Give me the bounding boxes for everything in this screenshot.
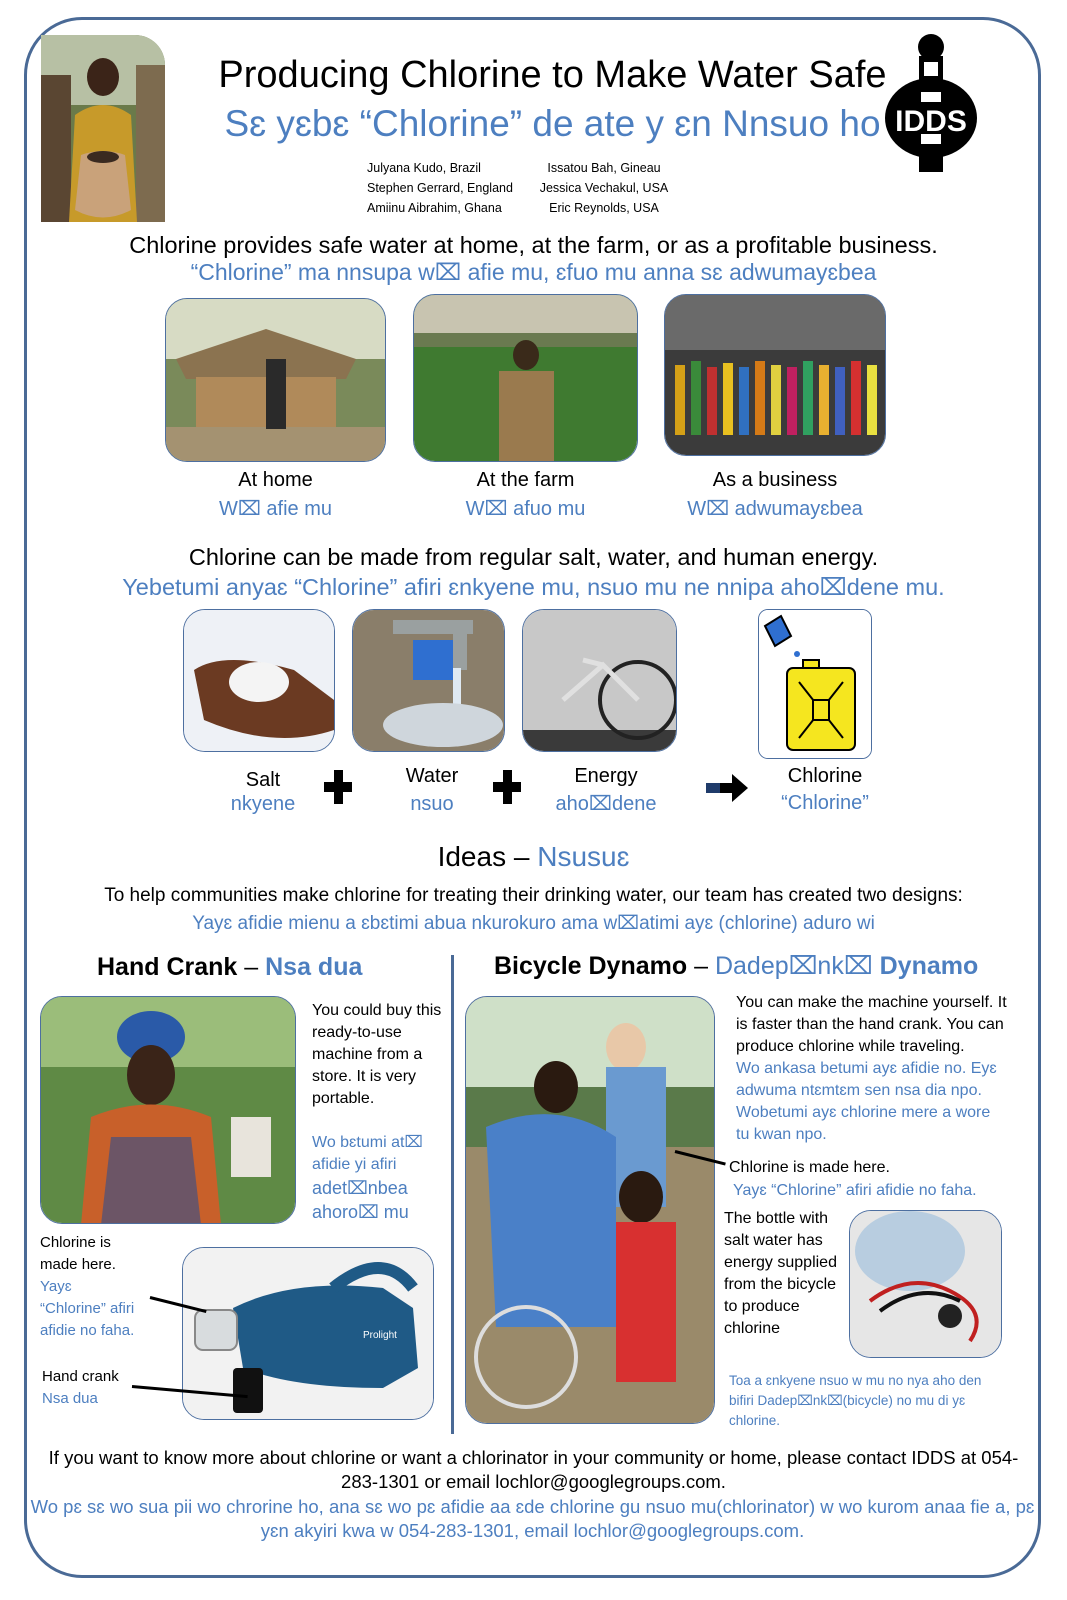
authors-right (536, 158, 672, 218)
salt-hand-image (184, 610, 335, 752)
arrow-right-icon (706, 774, 748, 802)
hand-crank-heading (97, 952, 362, 982)
bicycle-heading-tw-b: Dynamo (879, 952, 979, 980)
woman-with-pot-photo (41, 35, 165, 222)
author-1: Julyana Kudo, Brazil (367, 161, 481, 175)
idds-logo (883, 34, 979, 180)
bicycle-desc-en: You can make the machine yourself. It is faster than the hand crank. You can produce chlorine while traveling. (736, 994, 1007, 1055)
heading-dash: – (244, 953, 259, 981)
bicycle-people-image (466, 997, 715, 1424)
hand-crank-heading-en: Hand Crank (97, 953, 238, 981)
plus-icon (493, 770, 521, 804)
photo-at-home (165, 298, 386, 462)
photo-at-farm (413, 294, 638, 462)
ideas-heading-en: Ideas – (437, 841, 530, 872)
shop-bottles-image (665, 295, 886, 456)
jerrycan-icon (759, 610, 872, 759)
hand-crank-label-en: Hand crank (42, 1368, 119, 1385)
intro-twi: “Chlorine” ma nnsupa w⌧ afie mu, ɛfuo mu anna sɛ adwumayɛbea (190, 259, 877, 285)
bottle-circuit-image (850, 1211, 1002, 1358)
bicycle-heading-en: Bicycle Dynamo (494, 952, 688, 980)
photo-salt (183, 609, 335, 752)
photo-bottle-circuit (849, 1210, 1002, 1358)
hand-crank-label-tw: Nsa dua (42, 1390, 98, 1407)
ideas-text-english: To help communities make chlorine for treating their drinking water, our team has created two designs: (104, 885, 963, 906)
author-6: Eric Reynolds, USA (549, 201, 659, 215)
ideas-heading-tw: Nsusuɛ (537, 841, 630, 872)
photo-business (664, 294, 886, 456)
author-3: Amiinu Aibrahim, Ghana (367, 201, 502, 215)
ingredient-water (372, 764, 492, 816)
author-5: Jessica Vechakul, USA (539, 181, 669, 195)
use-farm-tw: W⌧ afuo mu (465, 498, 586, 520)
footer-english: If you want to know more about chlorine or want a chlorinator in your community or home, please contact IDDS at 054-283-1301 or email lochlor@googlegroups.com. (48, 1447, 1019, 1492)
bicycle-desc-tw: Wo ankasa betumi ayɛ afidie no. Eyɛ adwuma ntɛmtɛm sen nsa dia npo. Wobetumi ayɛ chlorine mere a wore tu kwan npo. (736, 1060, 997, 1143)
author-2: Stephen Gerrard, England (367, 181, 513, 195)
ingredient-energy (545, 764, 667, 816)
use-home-en: At home (238, 469, 313, 491)
bicycle-bottle-tw: Toa a ɛnkyene nsuo w mu no nya aho den bifiri Dadep⌧nk⌧(bicycle) no mu di yɛ chlorine. (729, 1373, 982, 1428)
author-4: Issatou Bah, Gineau (547, 161, 661, 175)
use-business-en: As a business (712, 469, 838, 491)
ingredient-water-en: Water (405, 765, 459, 787)
bicycle-heading-tw-a: Dadep⌧nk⌧ (714, 952, 873, 980)
photo-water (352, 609, 505, 752)
woman-with-pot-image (41, 35, 165, 222)
intro-english: Chlorine provides safe water at home, at the farm, or as a profitable business. (129, 232, 938, 258)
result-chlorine (750, 764, 900, 815)
bicycle-chlorine-en: Chlorine is made here. (729, 1159, 890, 1176)
heading-dash: – (694, 952, 708, 980)
photo-hand-crank-women (40, 996, 296, 1224)
column-divider (451, 955, 454, 1434)
hand-crank-chlorine-tw: Yayɛ “Chlorine” afiri afidie no faha. (40, 1278, 135, 1339)
result-chlorine-tw: “Chlorine” (781, 792, 869, 814)
ingredient-salt (203, 768, 323, 816)
ideas-heading (40, 840, 1027, 874)
made-from-twi: Yebetumi anyaɛ “Chlorine” afiri ɛnkyene mu, nsuo mu ne nnipa aho⌧dene mu. (122, 574, 945, 600)
idds-logo-icon (883, 34, 979, 180)
bicycle-bottle-en: The bottle with salt water has energy supplied from the bicycle to produce chlorine (724, 1210, 837, 1337)
bicycle-chlorine-tw: Yayɛ “Chlorine” afiri afidie no faha. (733, 1182, 977, 1199)
use-home-tw: W⌧ afie mu (218, 498, 333, 520)
bicycle-heading (494, 951, 978, 981)
hand-crank-desc-tw-2: adet⌧nbea ahoro⌧ mu (312, 1178, 409, 1222)
ideas-text-twi: Yayɛ afidie mienu a ɛbɛtimi abua nkurokuro ama w⌧atimi ayɛ (chlorine) aduro wi (192, 913, 875, 934)
use-business-tw: W⌧ adwumayɛbea (687, 498, 863, 520)
use-farm-en: At the farm (476, 469, 575, 491)
device-brand-label: Prolight (363, 1330, 397, 1341)
ingredient-salt-tw: nkyene (230, 793, 296, 815)
hut-image (166, 299, 386, 462)
title-twi: Sɛ yɛbɛ “Chlorine” de ate y ɛn Nnsuo ho (224, 103, 881, 144)
hand-crank-desc-en: You could buy this ready-to-use machine from a store. It is very portable. (312, 1002, 442, 1107)
idds-logo-text: IDDS (895, 105, 967, 138)
title-english: Producing Chlorine to Make Water Safe (218, 54, 887, 96)
authors-left (367, 158, 513, 218)
result-chlorine-en: Chlorine (787, 765, 863, 787)
plus-icon (324, 770, 352, 804)
ingredient-energy-en: Energy (574, 765, 638, 787)
farm-image (414, 295, 638, 462)
hand-crank-chlorine-en: Chlorine is made here. (40, 1234, 116, 1273)
photo-energy (522, 609, 677, 752)
footer-twi: Wo pɛ sɛ wo sua pii wo chrorine ho, ana sɛ wo pɛ afidie aa ɛde chlorine gu nsuo mu(chlorinator) w wo kurom anaa fie a, pɛ yɛn akyiri kwa w 054-283-1301, email lochlor@googlegroups.com. (30, 1496, 1035, 1541)
water-tap-image (353, 610, 505, 752)
ingredient-water-tw: nsuo (410, 793, 454, 815)
made-from-english: Chlorine can be made from regular salt, water, and human energy. (188, 544, 879, 570)
photo-bicycle-dynamo (465, 996, 715, 1424)
chlorine-jerrycan-illustration (758, 609, 872, 759)
hand-crank-heading-tw: Nsa dua (265, 953, 363, 981)
ingredient-energy-tw: aho⌧dene (555, 793, 657, 815)
bicycle-image (523, 610, 677, 752)
use-business (654, 466, 896, 526)
women-with-device-image (41, 997, 296, 1224)
use-home (165, 466, 386, 526)
ingredient-salt-en: Salt (245, 769, 281, 791)
use-farm (413, 466, 638, 526)
hand-crank-desc-tw-1: Wo bɛtumi at⌧ afidie yi afiri (312, 1134, 423, 1173)
